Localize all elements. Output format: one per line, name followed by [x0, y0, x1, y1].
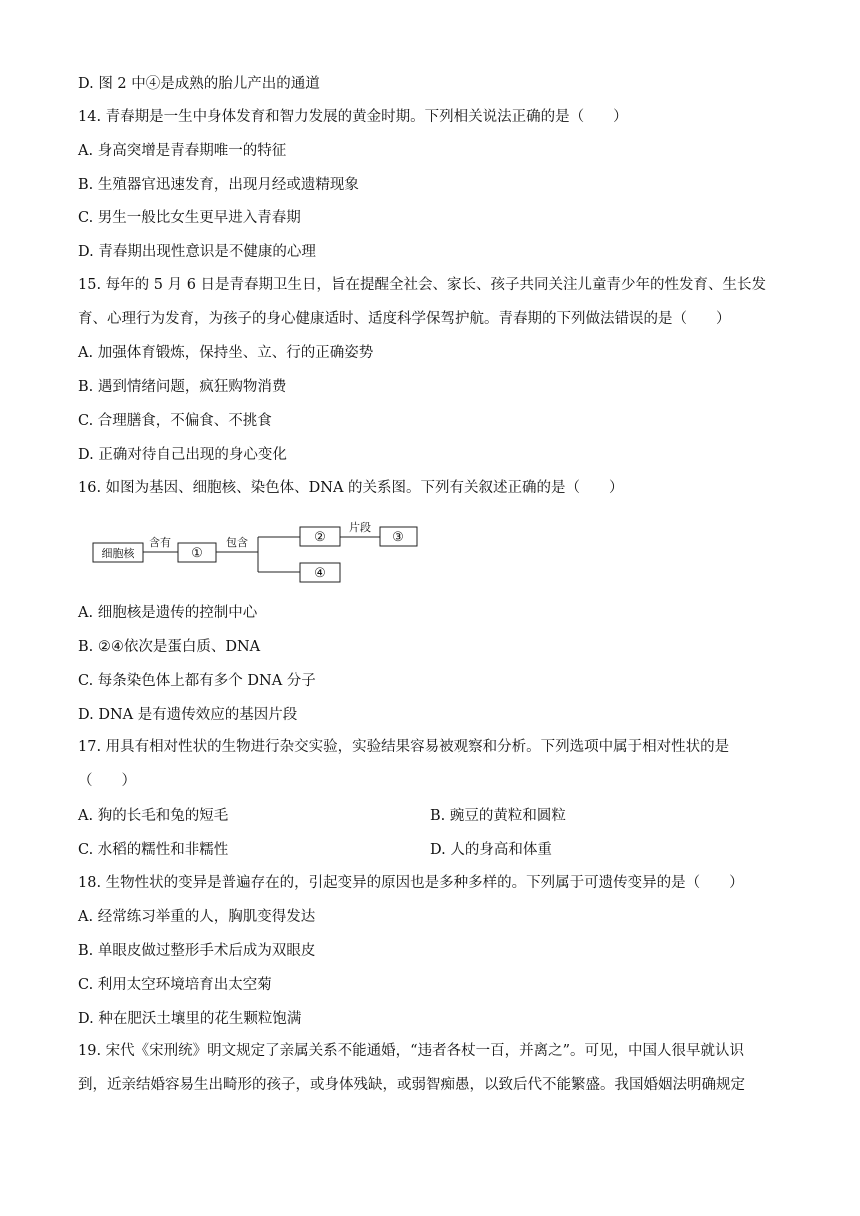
q16-stem: 16. 如图为基因、细胞核、染色体、DNA 的关系图。下列有关叙述正确的是（ ）	[78, 480, 624, 496]
segment-label: 片段	[349, 521, 371, 534]
q15-stem	[78, 269, 784, 336]
box-4-label: ④	[314, 566, 326, 581]
q17-option-a: A. 狗的长毛和兔的短毛	[78, 808, 229, 824]
q16-option-b: B. ②④依次是蛋白质、DNA	[78, 639, 261, 655]
q19-line-1: 19. 宋代《宋刑统》明文规定了亲属关系不能通婚，“违者各杖一百，并离之”。可见，中国人很早就认识	[78, 1043, 744, 1059]
box-1-label: ①	[191, 546, 203, 561]
nucleus-label: 细胞核	[101, 547, 135, 560]
q17-option-d: D. 人的身高和体重	[430, 842, 552, 858]
q18-stem: 18. 生物性状的变异是普遍存在的，引起变异的原因也是多种多样的。下列属于可遗传变异的是（ ）	[78, 875, 744, 891]
q15-option-d: D. 正确对待自己出现的身心变化	[78, 447, 287, 463]
q14-option-a: A. 身高突增是青春期唯一的特征	[78, 143, 287, 159]
q19-line-2: 到，近亲结婚容易生出畸形的孩子，或身体残缺，或弱智痴愚，以致后代不能繁盛。我国婚姻法明确规定	[78, 1076, 745, 1093]
box-2-label: ②	[314, 530, 326, 545]
q18-option-b: B. 单眼皮做过整形手术后成为双眼皮	[78, 943, 316, 959]
q17-stem-line-2: （ ）	[78, 772, 136, 789]
q14-option-d: D. 青春期出现性意识是不健康的心理	[78, 244, 316, 260]
q15-option-a: A. 加强体育锻炼，保持坐、立、行的正确姿势	[78, 345, 374, 361]
q19-stem	[78, 1035, 784, 1102]
q13-option-d: D. 图 2 中④是成熟的胎儿产出的通道	[78, 76, 320, 92]
q17-option-b: B. 豌豆的黄粒和圆粒	[430, 808, 566, 824]
q14-option-c: C. 男生一般比女生更早进入青春期	[78, 210, 301, 226]
box-3-label: ③	[392, 530, 404, 545]
includes-label: 包含	[226, 536, 248, 549]
q16-option-d: D. DNA 是有遗传效应的基因片段	[78, 707, 298, 723]
q16-option-a: A. 细胞核是遗传的控制中心	[78, 605, 258, 621]
contains-label: 含有	[149, 536, 171, 549]
q14-stem: 14. 青春期是一生中身体发育和智力发展的黄金时期。下列相关说法正确的是（ ）	[78, 109, 628, 125]
q17-stem-line-1: 17. 用具有相对性状的生物进行杂交实验，实验结果容易被观察和分析。下列选项中属于相对性状的是	[78, 739, 730, 755]
q17-stem	[78, 731, 784, 798]
q15-stem-line-2: 育、心理行为发育，为孩子的身心健康适时、适度科学保驾护航。青春期的下列做法错误的是（ ）	[78, 310, 731, 327]
q15-stem-line-1: 15. 每年的 5 月 6 日是青春期卫生日，旨在提醒全社会、家长、孩子共同关注儿童青少年的性发育、生长发	[78, 277, 767, 293]
q18-option-d: D. 种在肥沃土壤里的花生颗粒饱满	[78, 1011, 302, 1027]
q17-option-c: C. 水稻的糯性和非糯性	[78, 842, 229, 858]
q14-option-b: B. 生殖器官迅速发育，出现月经或遗精现象	[78, 177, 359, 193]
q18-option-a: A. 经常练习举重的人，胸肌变得发达	[78, 909, 316, 925]
q16-option-c: C. 每条染色体上都有多个 DNA 分子	[78, 673, 316, 689]
q15-option-b: B. 遇到情绪问题，疯狂购物消费	[78, 379, 287, 395]
q18-option-c: C. 利用太空环境培育出太空菊	[78, 977, 272, 993]
q15-option-c: C. 合理膳食，不偏食、不挑食	[78, 413, 272, 429]
q16-relationship-diagram	[88, 518, 428, 590]
